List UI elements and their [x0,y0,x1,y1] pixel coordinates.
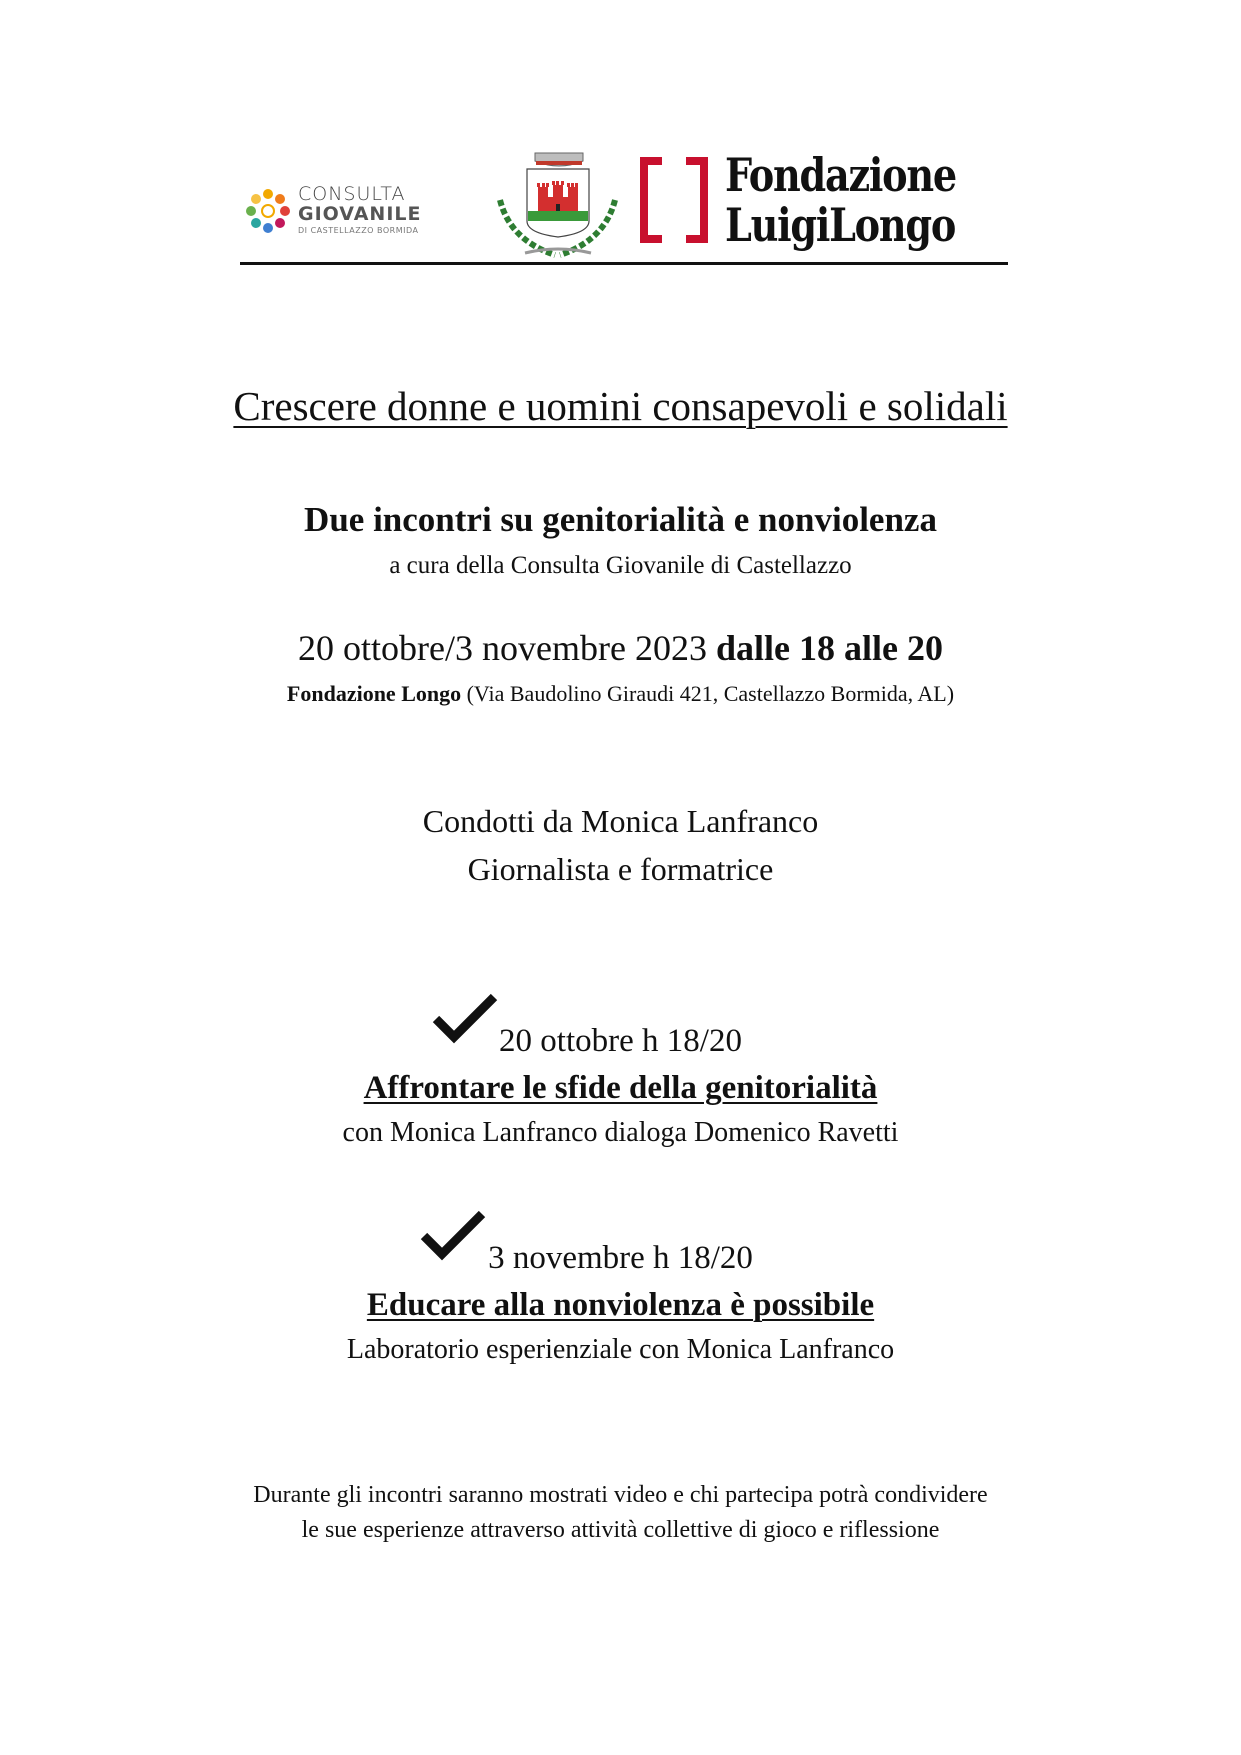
flower-icon [242,185,294,237]
footer-line2: le sue esperienze attraverso attività collettive di gioco e riflessione [301,1517,940,1543]
coat-of-arms-logo [480,145,635,265]
venue [0,681,1241,707]
consulta-line1: CONSULTA [298,183,406,205]
event-days: 20 ottobre/3 novembre 2023 [298,628,707,668]
subtitle: Due incontri su genitorialità e nonviolenza [304,500,937,539]
page-title: Crescere donne e uomini consapevoli e solidali [233,383,1008,429]
led-by [0,797,1241,893]
event-1-description: con Monica Lanfranco dialoga Domenico Ravetti [342,1117,899,1148]
event-2-description: Laboratorio esperienziale con Monica Lanfranco [346,1334,895,1365]
venue-address: (Via Baudolino Giraudi 421, Castellazzo Bormida, AL) [466,681,955,706]
fondazione-line2: LuigiLongo [725,198,956,252]
event-hours: dalle 18 alle 20 [715,628,943,668]
bracket-left-icon [640,157,662,243]
bracket-right-icon [686,157,708,243]
event-1-title: Affrontare le sfide della genitorialità [363,1070,878,1106]
event-1-date: 20 ottobre h 18/20 [499,1023,742,1059]
coat-of-arms-icon [480,145,635,265]
fondazione-luigi-longo-logo [640,150,1010,260]
consulta-line2: GIOVANILE [298,203,422,225]
consulta-line3: DI CASTELLAZZO BORMIDA [298,226,419,235]
event-2-date: 3 novembre h 18/20 [488,1240,753,1276]
led-by-line2: Giornalista e formatrice [467,851,774,887]
fondazione-line1: Fondazione [725,148,956,202]
event-dates [0,627,1241,669]
footer-note [0,1478,1241,1548]
curated-by: a cura della Consulta Giovanile di Castellazzo [389,552,852,579]
header-divider [240,262,1008,265]
footer-line1: Durante gli incontri saranno mostrati video e chi partecipa potrà condividere [253,1482,988,1508]
consulta-giovanile-logo [242,185,477,240]
venue-name: Fondazione Longo [286,681,462,706]
led-by-line1: Condotti da Monica Lanfranco [422,803,819,839]
event-2-title: Educare alla nonviolenza è possibile [366,1287,875,1323]
